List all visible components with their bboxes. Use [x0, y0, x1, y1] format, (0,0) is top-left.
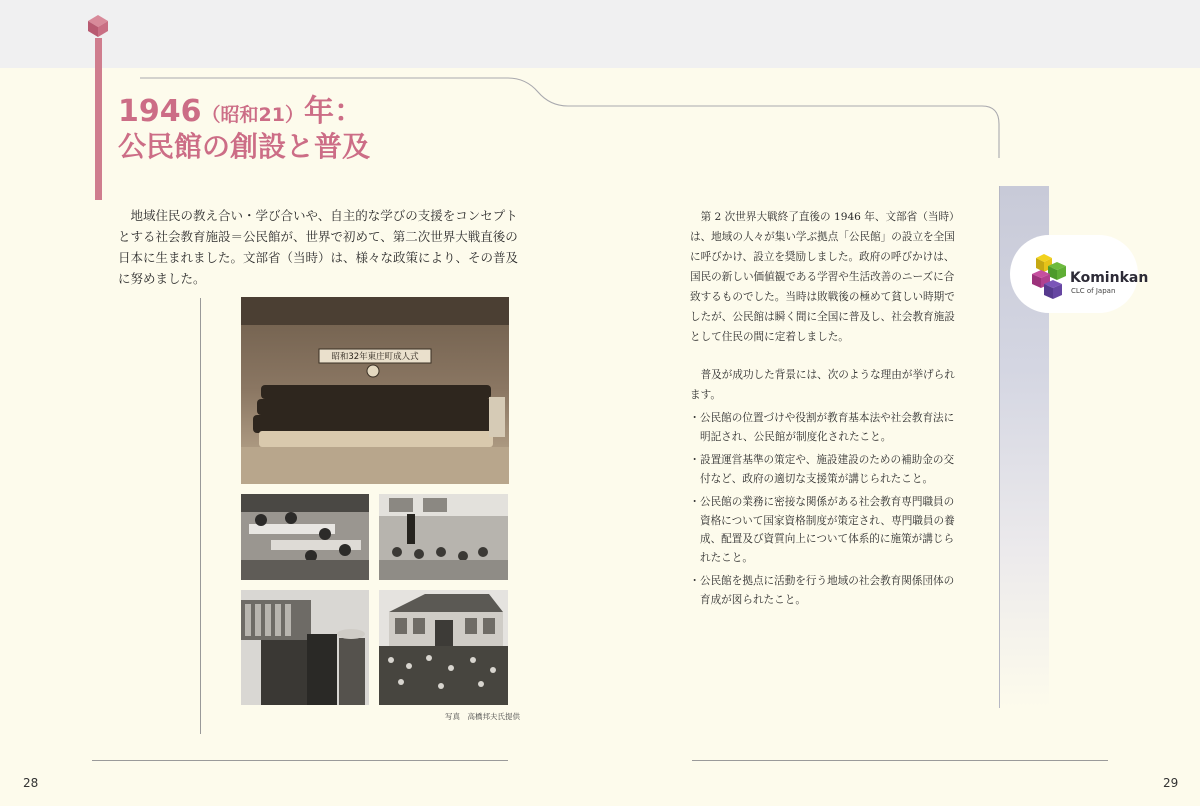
- bullet-mark: ･: [692, 496, 698, 508]
- logo-subtitle: CLC of Japan: [1071, 287, 1116, 295]
- meeting-table-photo: [241, 494, 369, 580]
- logo-name: Kominkan: [1070, 270, 1149, 286]
- photo-banner-text: 昭和32年東庄町成人式: [331, 352, 419, 362]
- list-item: ･ 公民館の位置づけや役割が教育基本法や社会教育法に明記され、公民館が制度化されたこと。: [690, 409, 962, 446]
- kominkan-building-photo: [379, 590, 508, 705]
- classroom-lecture-photo: [379, 494, 508, 580]
- diamond-icon: [88, 15, 108, 37]
- title-year: 1946: [118, 94, 202, 129]
- page-number-left: 28: [23, 776, 39, 790]
- bullet-mark: ･: [692, 575, 698, 587]
- title-suffix: 年：: [303, 94, 364, 129]
- side-panel-rule: [999, 186, 1000, 708]
- page-title: [118, 94, 370, 164]
- reasons-list: [690, 409, 962, 609]
- bullet-mark: ･: [692, 454, 698, 466]
- kominkan-logo-icon: [1030, 252, 1070, 302]
- footer-rule-right: [692, 760, 1108, 761]
- reasons-intro: 普及が成功した背景には、次のような理由が挙げられます。: [690, 369, 955, 401]
- page-number-right: 29: [1163, 776, 1179, 790]
- vertical-rule: [200, 298, 201, 734]
- list-item: ･ 設置運営基準の策定や、施設建設のための補助金の交付など、政府の適切な支援策が講じられたこと。: [690, 451, 962, 488]
- title-era: （昭和21）: [201, 104, 304, 126]
- photo-credit: 写真 高橋邦夫氏提供: [445, 712, 520, 721]
- mobile-library-photo: [241, 590, 369, 705]
- bullet-mark: ･: [692, 412, 698, 424]
- intro-paragraph: 地域住民の教え合い・学び合いや、自主的な学びの支援をコンセプトとする社会教育施設＝公民館が、世界で初めて、第二次世界大戦直後の日本に生まれました。文部省（当時）は、様々な政策により、その普及に努めました。: [118, 208, 519, 286]
- list-item: ･ 公民館の業務に密接な関係がある社会教育専門職員の資格について国家資格制度が策定され、専門職員の養成、配置及び資質向上について体系的に施策が講じられたこと。: [690, 493, 962, 567]
- history-paragraph: 第 2 次世界大戦終了直後の 1946 年、文部省（当時）は、地域の人々が集い学ぶ拠点「公民館」の設立を全国に呼びかけ、設立を奨励しました。政府の呼びかけは、国民の新しい価値観である学習や生活改善のニーズに合致するものでした。当時は敗戦後の極めて貧しい時期でしたが、公民館は瞬く間に全国に普及し、社会教育施設として住民の間に定着しました。: [690, 211, 960, 343]
- list-item: ･ 公民館を拠点に活動を行う地域の社会教育関係団体の育成が図られたこと。: [690, 572, 962, 609]
- title-line2: 公民館の創設と普及: [118, 130, 371, 163]
- accent-bar: [95, 38, 102, 200]
- footer-rule-left: [92, 760, 508, 761]
- right-column: [690, 207, 962, 614]
- ceremony-group-photo: [241, 297, 509, 484]
